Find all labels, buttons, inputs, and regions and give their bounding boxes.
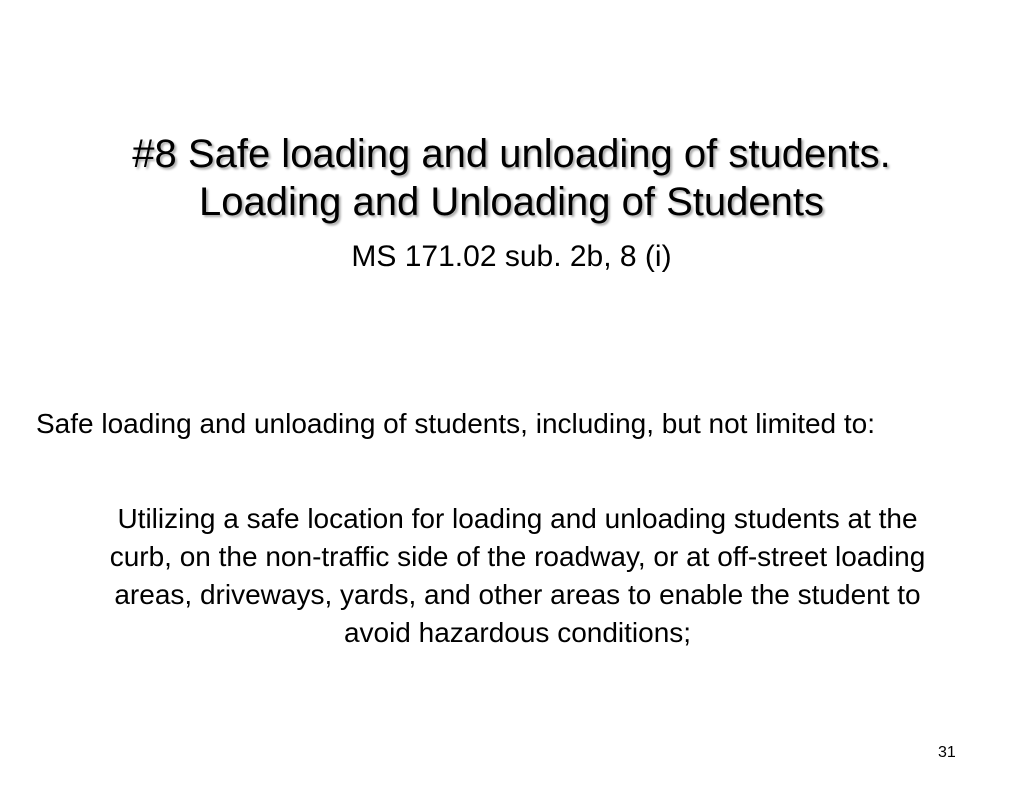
slide-subtitle: MS 171.02 sub. 2b, 8 (i) (351, 240, 672, 273)
slide-title (0, 130, 1023, 226)
body-text: Safe loading and unloading of students, including, but not limited to: (36, 408, 876, 439)
page-number: 31 (938, 744, 956, 761)
title-line-2: Loading and Unloading of Students (199, 180, 824, 224)
quote-text: Utilizing a safe location for loading and unloading students at the curb, on the non-traffic side of the roadway, or at off-street loading areas, driveways, yards, and other areas to enable the student to avoid hazardous conditions; (109, 503, 926, 648)
title-line-1: #8 Safe loading and unloading of students. (132, 132, 891, 176)
